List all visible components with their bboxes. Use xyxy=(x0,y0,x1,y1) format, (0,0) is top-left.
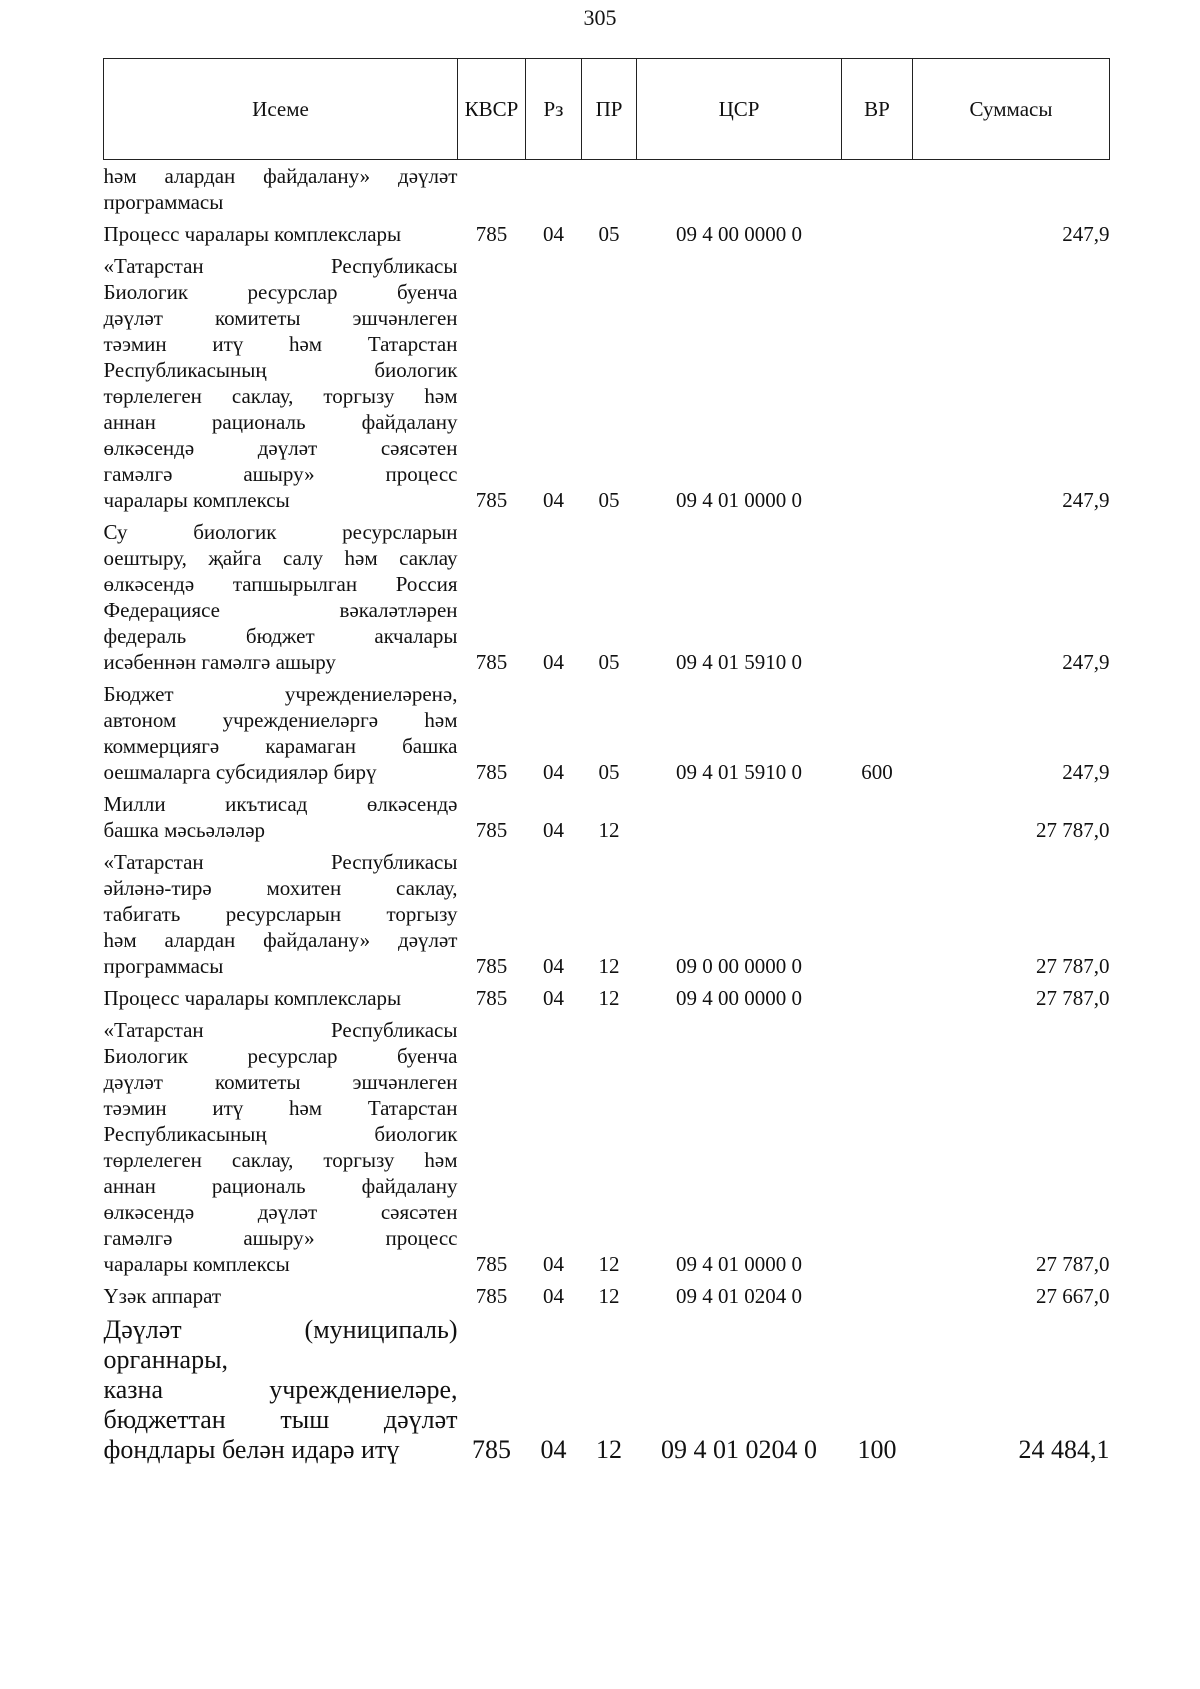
row-vr xyxy=(842,1014,913,1280)
row-csr: 09 4 01 0204 0 xyxy=(661,1435,817,1464)
row-rz: 04 xyxy=(543,986,564,1010)
row-vr xyxy=(842,1280,913,1312)
row-rz: 04 xyxy=(543,1252,564,1276)
row-vr xyxy=(842,982,913,1014)
row-kvsr: 785 xyxy=(475,818,508,842)
row-name-line: программасы xyxy=(103,954,224,978)
row-rz: 04 xyxy=(543,488,564,512)
row-name-line: автоном учреждениеләргә һәм xyxy=(103,708,458,732)
row-name-line: чаралары комплексы xyxy=(103,1252,290,1276)
row-name-line: әйләнә-тирә мохитен саклау, xyxy=(103,876,458,900)
row-csr: 09 4 01 0000 0 xyxy=(676,488,802,512)
row-csr: 09 4 00 0000 0 xyxy=(676,986,802,1010)
row-name-line: программасы xyxy=(103,190,224,214)
row-name xyxy=(104,678,458,788)
row-kvsr: 785 xyxy=(475,760,508,784)
row-sum: 27 667,0 xyxy=(1036,1284,1110,1308)
table-body xyxy=(104,160,1110,1469)
row-pr: 12 xyxy=(598,1252,620,1276)
row-name-line: Республикасының биологик xyxy=(103,1122,458,1146)
row-rz xyxy=(526,160,582,219)
row-rz: 04 xyxy=(540,1435,567,1464)
row-pr: 05 xyxy=(598,222,620,246)
row-name-line: Су биологик ресурсларын xyxy=(103,520,458,544)
row-csr: 09 4 01 5910 0 xyxy=(676,650,802,674)
row-name-line: «Татарстан Республикасы xyxy=(103,1018,458,1042)
page-number: 305 xyxy=(583,5,617,30)
row-name-line: дәүләт комитеты эшчәнлеген xyxy=(103,306,458,330)
row-name-line: төрлелеген саклау, торгызу һәм xyxy=(103,1148,458,1172)
row-vr xyxy=(842,160,913,219)
row-pr: 12 xyxy=(596,1435,622,1464)
row-name xyxy=(104,250,458,516)
row-name-line: тәэмин итү һәм Татарстан xyxy=(103,332,458,356)
row-name-line: Республикасының биологик xyxy=(103,358,458,382)
header-csr: ЦСР xyxy=(637,59,842,160)
row-name-line: бюджеттан тыш дәүләт xyxy=(103,1405,458,1434)
row-name xyxy=(104,982,458,1014)
row-name-line: Милли икътисад өлкәсендә xyxy=(103,792,458,816)
table-row xyxy=(104,788,1110,846)
row-name-line: гамәлгә ашыру» процесс xyxy=(103,462,458,486)
row-sum: 247,9 xyxy=(1062,650,1110,674)
row-vr: 600 xyxy=(861,760,893,784)
row-kvsr: 785 xyxy=(475,986,508,1010)
row-pr: 05 xyxy=(598,488,620,512)
row-name xyxy=(104,160,458,219)
row-sum: 247,9 xyxy=(1062,222,1110,246)
row-name xyxy=(104,1312,458,1468)
row-sum: 247,9 xyxy=(1062,488,1110,512)
row-csr: 09 4 01 0000 0 xyxy=(676,1252,802,1276)
row-csr: 09 4 01 5910 0 xyxy=(676,760,802,784)
row-name-line: Процесс чаралары комплекслары xyxy=(103,986,402,1010)
row-name-line: Федерациясе вәкаләтләрен xyxy=(103,598,458,622)
row-name-line: һәм алардан файдалану» дәүләт xyxy=(103,928,458,952)
row-name-line: аннан рациональ файдалану xyxy=(103,1174,458,1198)
row-kvsr xyxy=(458,160,526,219)
row-pr: 05 xyxy=(598,650,620,674)
row-name-line: тәэмин итү һәм Татарстан xyxy=(103,1096,458,1120)
row-rz: 04 xyxy=(543,818,564,842)
row-sum: 27 787,0 xyxy=(1036,818,1110,842)
row-name-line: Биологик ресурслар буенча xyxy=(103,1044,458,1068)
row-name-line: табигать ресурсларын торгызу xyxy=(103,902,458,926)
row-name-line: Үзәк аппарат xyxy=(103,1284,222,1308)
row-name xyxy=(104,218,458,250)
row-name-line: төрлелеген саклау, торгызу һәм xyxy=(103,384,458,408)
row-csr xyxy=(637,788,842,846)
row-name-line: дәүләт комитеты эшчәнлеген xyxy=(103,1070,458,1094)
row-name-line: исәбеннән гамәлгә ашыру xyxy=(103,650,336,674)
row-pr: 12 xyxy=(598,818,620,842)
row-name-line: өлкәсендә тапшырылган Россия xyxy=(103,572,458,596)
table-header xyxy=(104,59,1110,160)
row-csr: 09 4 00 0000 0 xyxy=(676,222,802,246)
row-kvsr: 785 xyxy=(475,650,508,674)
row-csr xyxy=(637,160,842,219)
row-name-line: «Татарстан Республикасы xyxy=(103,254,458,278)
row-name-line: Бюджет учреждениеләренә, xyxy=(103,682,458,706)
row-vr xyxy=(842,218,913,250)
row-name-line: өлкәсендә дәүләт сәясәтен xyxy=(103,1200,458,1224)
row-rz: 04 xyxy=(543,650,564,674)
row-name xyxy=(104,788,458,846)
row-name-line: фондлары белән идарә итү xyxy=(103,1435,400,1464)
table-row xyxy=(104,516,1110,678)
row-name-line: аннан рациональ файдалану xyxy=(103,410,458,434)
table-row xyxy=(104,678,1110,788)
row-rz: 04 xyxy=(543,760,564,784)
header-sum: Суммасы xyxy=(913,59,1110,160)
row-vr: 100 xyxy=(857,1435,897,1464)
row-kvsr: 785 xyxy=(475,1284,508,1308)
header-vr: ВР xyxy=(842,59,913,160)
row-sum: 24 484,1 xyxy=(1018,1435,1110,1464)
row-sum xyxy=(913,160,1110,219)
row-sum: 27 787,0 xyxy=(1036,954,1110,978)
row-name xyxy=(104,1014,458,1280)
row-pr xyxy=(582,160,637,219)
table-row xyxy=(104,1014,1110,1280)
row-name-line: коммерциягә карамаган башка xyxy=(103,734,458,758)
row-pr: 12 xyxy=(598,1284,620,1308)
row-pr: 12 xyxy=(598,986,620,1010)
row-name-line: Биологик ресурслар буенча xyxy=(103,280,458,304)
row-vr xyxy=(842,250,913,516)
row-name-line: гамәлгә ашыру» процесс xyxy=(103,1226,458,1250)
row-csr: 09 0 00 0000 0 xyxy=(676,954,802,978)
row-name-line: Дәүләт (муниципаль) органнары, xyxy=(103,1315,458,1374)
budget-table xyxy=(103,58,1110,1468)
row-name-line: башка мәсьәләләр xyxy=(103,818,266,842)
row-name-line: чаралары комплексы xyxy=(103,488,290,512)
table-row xyxy=(104,218,1110,250)
row-name xyxy=(104,516,458,678)
row-kvsr: 785 xyxy=(475,954,508,978)
row-vr xyxy=(842,846,913,982)
header-rz: Рз xyxy=(526,59,582,160)
row-name-line: «Татарстан Республикасы xyxy=(103,850,458,874)
row-kvsr: 785 xyxy=(475,1252,508,1276)
table-row xyxy=(104,1280,1110,1312)
table-row xyxy=(104,1312,1110,1468)
row-sum: 27 787,0 xyxy=(1036,986,1110,1010)
row-name xyxy=(104,846,458,982)
row-kvsr: 785 xyxy=(475,222,508,246)
row-name-line: һәм алардан файдалану» дәүләт xyxy=(103,164,458,188)
header-name: Исеме xyxy=(104,59,458,160)
row-rz: 04 xyxy=(543,954,564,978)
row-name-line: оешмаларга субсидияләр бирү xyxy=(103,760,377,784)
row-vr xyxy=(842,516,913,678)
row-rz: 04 xyxy=(543,1284,564,1308)
table-row xyxy=(104,250,1110,516)
row-sum: 247,9 xyxy=(1062,760,1110,784)
row-name xyxy=(104,1280,458,1312)
table-row xyxy=(104,982,1110,1014)
table-row xyxy=(104,160,1110,219)
row-pr: 05 xyxy=(598,760,620,784)
row-pr: 12 xyxy=(598,954,620,978)
row-name-line: өлкәсендә дәүләт сәясәтен xyxy=(103,436,458,460)
row-name-line: оештыру, җайга салу һәм саклау xyxy=(103,546,458,570)
row-rz: 04 xyxy=(543,222,564,246)
row-kvsr: 785 xyxy=(472,1435,511,1464)
row-vr xyxy=(842,788,913,846)
row-name-line: федераль бюджет акчалары xyxy=(103,624,458,648)
row-kvsr: 785 xyxy=(475,488,508,512)
header-pr: ПР xyxy=(582,59,637,160)
row-name-line: казна учреждениеләре, xyxy=(103,1375,458,1404)
header-kvsr: КВСР xyxy=(458,59,526,160)
row-sum: 27 787,0 xyxy=(1036,1252,1110,1276)
table-row xyxy=(104,846,1110,982)
row-csr: 09 4 01 0204 0 xyxy=(676,1284,802,1308)
row-name-line: Процесс чаралары комплекслары xyxy=(103,222,402,246)
